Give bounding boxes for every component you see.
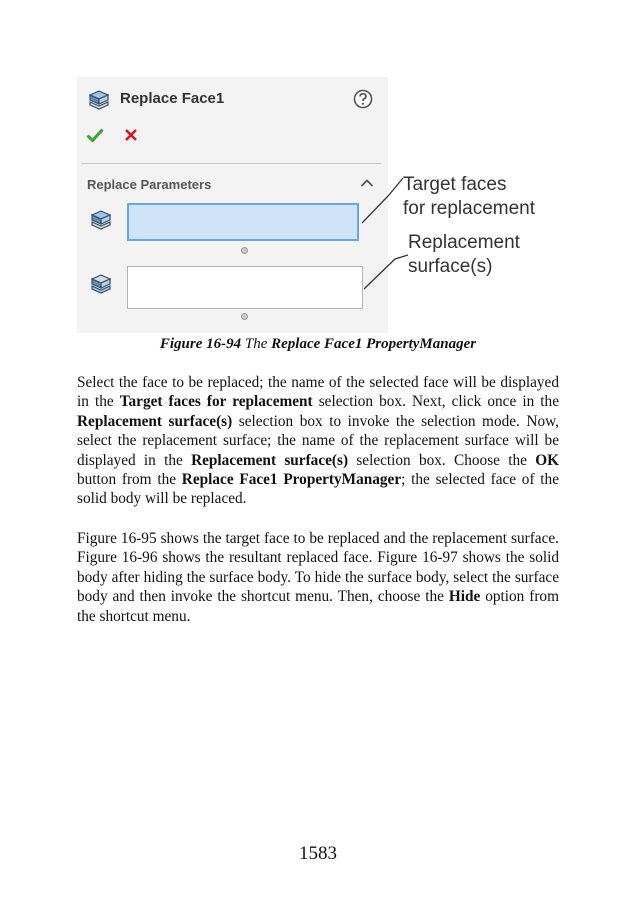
figure-replace-face-propertymanager: [77, 77, 557, 335]
caption-prefix: The: [241, 336, 272, 352]
body-paragraph: [77, 373, 559, 509]
text-run: selection box to invoke the selection mode. Now, select the replacement surface; the name of the replacement surface will be displayed in the: [77, 412, 559, 469]
figure-caption: [0, 336, 636, 353]
text-run: Figure 16-95 shows the target face to be replaced and the replacement surface. Figure 16-96 shows the resultant replaced face. Figure 16-97 shows the solid body after hiding the surface body. To hide the surface body, select the surface body and then invoke the shortcut menu. Then, choose the: [77, 530, 559, 606]
bold-term: OK: [535, 451, 559, 469]
text-run: ; the selected face of the solid body will be replaced.: [77, 471, 559, 508]
text-run: Select the face to be replaced; the name of the selected face will be displayed in the: [77, 374, 559, 411]
bold-term: Target faces for replacement: [119, 393, 313, 411]
text-run: selection box. Choose the: [348, 451, 536, 469]
section-label-replace-parameters: Replace Parameters: [87, 177, 212, 192]
bold-term: Hide: [448, 588, 481, 606]
body-paragraph: [77, 529, 559, 626]
page-number: 1583: [299, 843, 337, 864]
bold-term: Replacement surface(s): [77, 412, 233, 430]
callout-target-faces: Target faces for replacement: [403, 174, 536, 219]
text-run: button from the: [77, 471, 182, 489]
bold-term: Replace Face1 PropertyManager: [181, 471, 402, 489]
property-manager-title: Replace Face1: [120, 90, 225, 107]
text-run: option from the shortcut menu.: [77, 588, 559, 625]
caption-number: Figure 16-94: [159, 336, 242, 352]
text-run: selection box. Next, click once in the: [312, 393, 559, 411]
caption-name: Replace Face1 PropertyManager: [271, 336, 477, 352]
callout-replacement-surface: Replacement surface(s): [408, 232, 520, 277]
bold-term: Replacement surface(s): [191, 451, 349, 469]
